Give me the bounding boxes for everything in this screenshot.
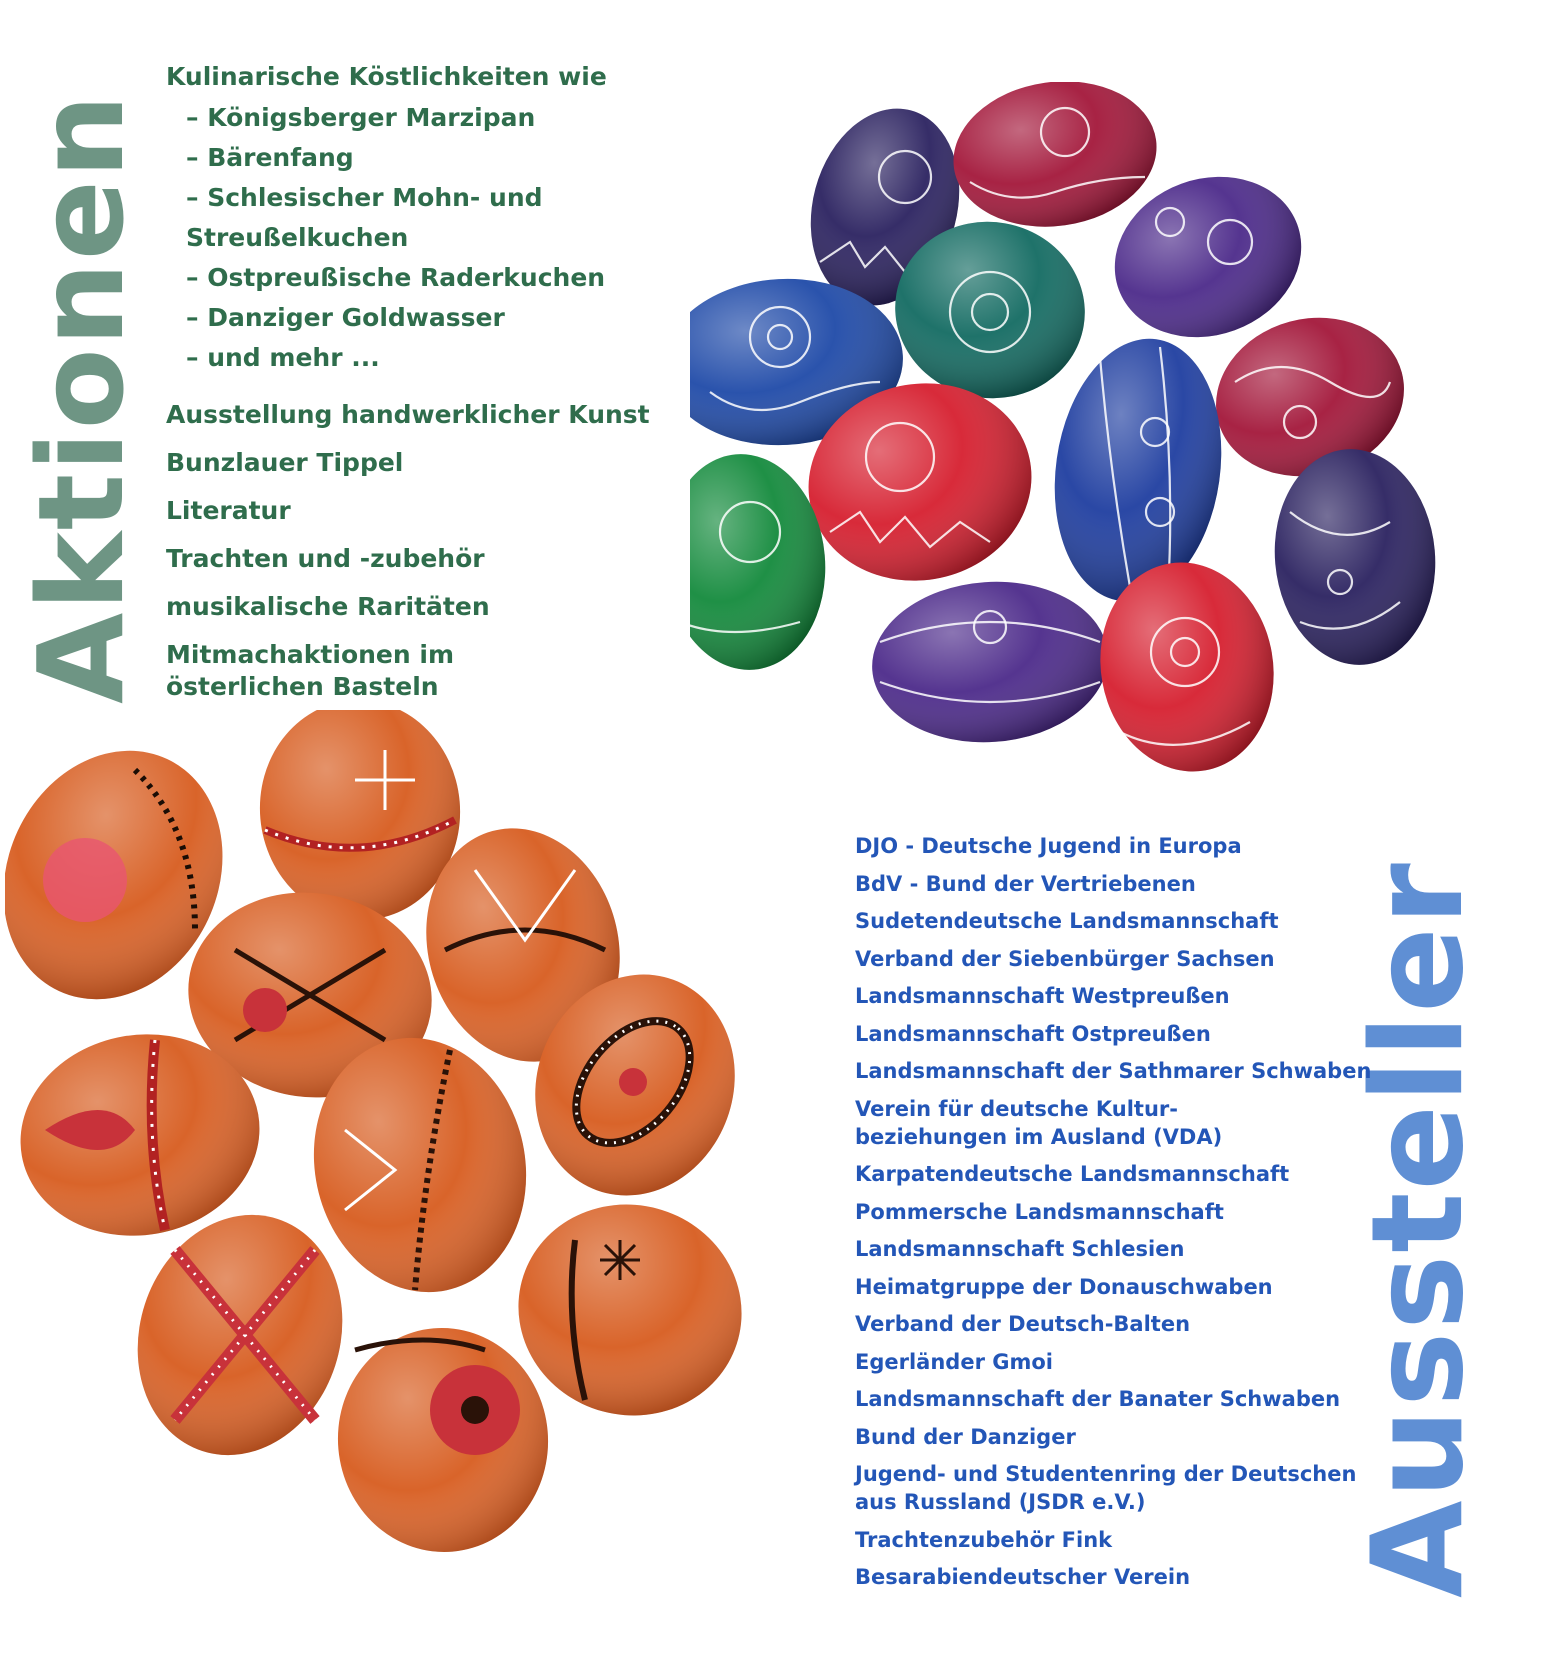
culinary-list [166,98,766,378]
egg [1266,442,1440,671]
aussteller-title: Aussteller [1344,861,1491,1598]
exhibitor-entry: Landsmannschaft der Banater Schwaben [855,1387,1341,1411]
exhibitor-entry: Besarabiendeutscher Verein [855,1565,1191,1589]
aktionen-intro: Kulinarische Köstlichkeiten wie [166,62,607,91]
exhibitor-entry: Karpatendeutsche Landsmannschaft [855,1162,1290,1186]
culinary-item: – Ostpreußische Raderkuchen [186,263,606,292]
aktion-item: musikalische Raritäten [166,592,490,621]
exhibitor-entry: Verband der Deutsch-Balten [855,1312,1191,1336]
aktion-item: Mitmachaktionen im [166,640,455,669]
exhibitor-entry: Verein für deutsche Kultur- [855,1096,1178,1121]
exhibitor-entry: Trachtenzubehör Fink [855,1527,1113,1552]
culinary-item: – und mehr ... [186,343,380,372]
colorful-eggs-photo [690,82,1440,822]
exhibitor-entry: Heimatgruppe der Donauschwaben [855,1274,1273,1299]
exhibitor-entry: beziehungen im Ausland (VDA) [855,1124,1223,1149]
aktionen-title: Aktionen [12,92,150,704]
exhibitor-entry: DJO - Deutsche Jugend in Europa [855,834,1242,858]
aktionen-list [166,62,766,702]
culinary-item: – Schlesischer Mohn- und Streußelkuchen [186,183,543,252]
exhibitor-entry: Landsmannschaft Westpreußen [855,984,1230,1008]
egg [867,574,1114,750]
aussteller-list [855,832,1375,1601]
exhibitor-entry: Sudetendeutsche Landsmannschaft [855,909,1279,933]
exhibitor-entry: Jugend- und Studentenring der Deutschen [855,1462,1357,1486]
culinary-item: – Danziger Goldwasser [186,303,505,332]
aktion-item: Ausstellung handwerklicher Kunst [166,400,650,429]
aktion-item: Trachten und -zubehör [166,544,485,573]
orange-eggs-photo [5,710,795,1570]
culinary-item: – Bärenfang [186,143,354,172]
exhibitor-entry: Bund der Danziger [855,1424,1076,1449]
exhibitor-entry: Landsmannschaft der Sathmarer Schwaben [855,1059,1372,1083]
exhibitor-entry: Landsmannschaft Schlesien [855,1237,1185,1261]
aktion-item: österlichen Basteln [166,672,439,701]
exhibitor-entry: Landsmannschaft Ostpreußen [855,1021,1211,1046]
exhibitor-entry: Verband der Siebenbürger Sachsen [855,946,1275,971]
exhibitor-entry: Pommersche Landsmannschaft [855,1199,1224,1224]
aktion-item: Literatur [166,496,291,525]
aktion-item: Bunzlauer Tippel [166,448,404,477]
exhibitor-entry: aus Russland (JSDR e.V.) [855,1490,1146,1514]
exhibitor-entry: BdV - Bund der Vertriebenen [855,871,1196,896]
egg [329,1319,558,1560]
exhibitor-entry: Egerländer Gmoi [855,1349,1053,1374]
culinary-item: – Königsberger Marzipan [186,103,536,132]
egg [944,82,1166,239]
